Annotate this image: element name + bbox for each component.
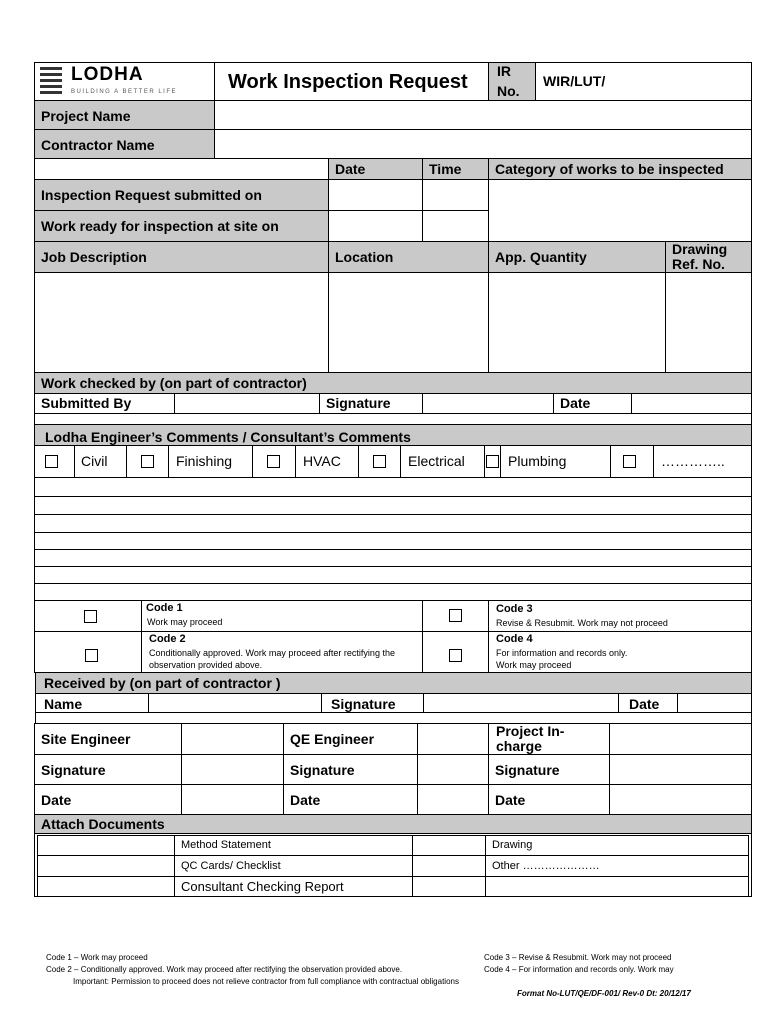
qe-engineer-field[interactable] — [417, 723, 489, 755]
job-description-field[interactable] — [34, 272, 329, 373]
drawing-label: Drawing — [492, 839, 533, 851]
time-column-header: Time — [422, 158, 489, 180]
schedule-spacer — [34, 158, 329, 180]
code4-checkbox[interactable] — [449, 649, 462, 662]
received-signature-label: Signature — [321, 693, 424, 713]
discipline-electrical: Electrical — [408, 453, 465, 469]
submitted-time-field[interactable] — [422, 179, 489, 211]
ir-label-cell: IR No. — [488, 62, 536, 101]
other-label-cell — [485, 855, 749, 877]
contractor-name-label: Contractor Name — [34, 129, 215, 159]
footer-code4: Code 4 – For information and records only. Work may — [484, 965, 674, 974]
drawing-ref-field[interactable] — [665, 272, 752, 373]
form-title: Work Inspection Request — [228, 71, 468, 93]
consultant-report-label: Consultant Checking Report — [181, 879, 344, 894]
qc-cards-label: QC Cards/ Checklist — [181, 860, 281, 872]
location-field[interactable] — [328, 272, 489, 373]
site-engineer-date-field[interactable] — [181, 784, 284, 815]
footer-code1: Code 1 – Work may proceed — [46, 953, 148, 962]
incharge-signature-field[interactable] — [609, 754, 752, 785]
code2-checkbox[interactable] — [85, 649, 98, 662]
qe-engineer-label: QE Engineer — [283, 723, 418, 755]
incharge-date-field[interactable] — [609, 784, 752, 815]
ready-time-field[interactable] — [422, 210, 489, 242]
site-engineer-field[interactable] — [181, 723, 284, 755]
footer-format-number: Format No-LUT/QE/DF-001/ Rev-0 Dt: 20/12/17 — [517, 989, 691, 998]
discipline-hvac: HVAC — [303, 453, 341, 469]
received-date-label: Date — [618, 693, 678, 713]
submitted-date-field[interactable] — [328, 179, 423, 211]
project-name-label: Project Name — [34, 100, 215, 130]
received-signature-field[interactable] — [423, 693, 619, 713]
blank-label-cell — [485, 876, 749, 897]
other-document-label: Other ………………… — [492, 860, 600, 872]
footer-important: Important: Permission to proceed does not relieve contractor from full compliance with contractual obligations — [73, 977, 459, 986]
project-incharge-label: Project In- charge — [488, 723, 610, 755]
site-engineer-label: Site Engineer — [34, 723, 182, 755]
civil-checkbox[interactable] — [45, 455, 58, 468]
form-title-cell — [214, 62, 489, 101]
qc-cards-label-cell — [174, 855, 413, 877]
electrical-checkbox[interactable] — [373, 455, 386, 468]
code3-cell: Code 3 Revise & Resubmit. Work may not proceed — [488, 600, 752, 632]
site-engineer-date-label: Date — [34, 784, 182, 815]
received-by-header: Received by (on part of contractor ) — [35, 672, 752, 694]
code2-cell: Code 2 Conditionally approved. Work may proceed after rectifying the observation provided above. — [141, 631, 423, 673]
drawing-ref-header: Drawing Ref. No. — [665, 241, 752, 273]
incharge-date-label: Date — [488, 784, 610, 815]
other-discipline-checkbox[interactable] — [623, 455, 636, 468]
code4-cell: Code 4 For information and records only. Work may proceed — [488, 631, 752, 673]
contractor-name-field[interactable] — [214, 129, 752, 159]
discipline-plumbing: Plumbing — [508, 453, 567, 469]
received-name-label: Name — [35, 693, 149, 713]
logo-tagline: BUILDING A BETTER LIFE — [71, 89, 178, 95]
logo-cell — [34, 62, 215, 101]
incharge-signature-label: Signature — [488, 754, 610, 785]
category-header: Category of works to be inspected — [488, 158, 752, 180]
footer-code3: Code 3 – Revise & Resubmit. Work may not proceed — [484, 953, 672, 962]
submitted-on-label: Inspection Request submitted on — [34, 179, 329, 211]
project-incharge-field[interactable] — [609, 723, 752, 755]
qe-signature-field[interactable] — [417, 754, 489, 785]
quantity-header: App. Quantity — [488, 241, 666, 273]
comments-header: Lodha Engineer’s Comments / Consultant’s Comments — [34, 424, 752, 446]
ready-on-label: Work ready for inspection at site on — [34, 210, 329, 242]
project-name-field[interactable] — [214, 100, 752, 130]
work-checked-header: Work checked by (on part of contractor) — [34, 372, 752, 394]
qe-date-field[interactable] — [417, 784, 489, 815]
attach-documents-header: Attach Documents — [34, 814, 752, 834]
logo-mark-icon — [40, 67, 62, 97]
hvac-checkbox[interactable] — [267, 455, 280, 468]
code3-checkbox[interactable] — [449, 609, 462, 622]
drawing-checkbox-cell[interactable] — [412, 835, 486, 856]
other-checkbox-cell[interactable] — [412, 855, 486, 877]
method-statement-label-cell — [174, 835, 413, 856]
checked-signature-label: Signature — [319, 393, 423, 414]
discipline-other: ………….. — [661, 453, 725, 469]
discipline-civil: Civil — [81, 453, 108, 469]
location-header: Location — [328, 241, 489, 273]
checked-date-label: Date — [553, 393, 632, 414]
drawing-label-cell — [485, 835, 749, 856]
footer-code2: Code 2 – Conditionally approved. Work may proceed after rectifying the observation provided above. — [46, 965, 403, 974]
ir-number-field[interactable]: WIR/LUT/ — [535, 62, 752, 101]
qe-signature-label: Signature — [283, 754, 418, 785]
consultant-report-checkbox-cell[interactable] — [37, 876, 175, 897]
method-statement-checkbox-cell[interactable] — [37, 835, 175, 856]
submitted-by-field[interactable] — [174, 393, 320, 414]
method-statement-label: Method Statement — [181, 839, 271, 851]
category-field[interactable] — [488, 179, 752, 242]
submitted-by-label: Submitted By — [34, 393, 175, 414]
received-name-field[interactable] — [148, 693, 322, 713]
checked-signature-field[interactable] — [422, 393, 554, 414]
job-description-header: Job Description — [34, 241, 329, 273]
checked-date-field[interactable] — [631, 393, 752, 414]
finishing-checkbox[interactable] — [141, 455, 154, 468]
date-column-header: Date — [328, 158, 423, 180]
blank-checkbox-cell[interactable] — [412, 876, 486, 897]
qe-date-label: Date — [283, 784, 418, 815]
plumbing-checkbox[interactable] — [486, 455, 499, 468]
discipline-finishing: Finishing — [176, 453, 233, 469]
code1-cell: Code 1 Work may proceed — [141, 600, 423, 632]
quantity-field[interactable] — [488, 272, 666, 373]
received-date-field[interactable] — [677, 693, 752, 713]
logo-text: LODHA — [71, 64, 144, 85]
site-engineer-signature-field[interactable] — [181, 754, 284, 785]
code1-checkbox[interactable] — [84, 610, 97, 623]
consultant-report-label-cell — [174, 876, 413, 897]
ready-date-field[interactable] — [328, 210, 423, 242]
site-engineer-signature-label: Signature — [34, 754, 182, 785]
qc-cards-checkbox-cell[interactable] — [37, 855, 175, 877]
